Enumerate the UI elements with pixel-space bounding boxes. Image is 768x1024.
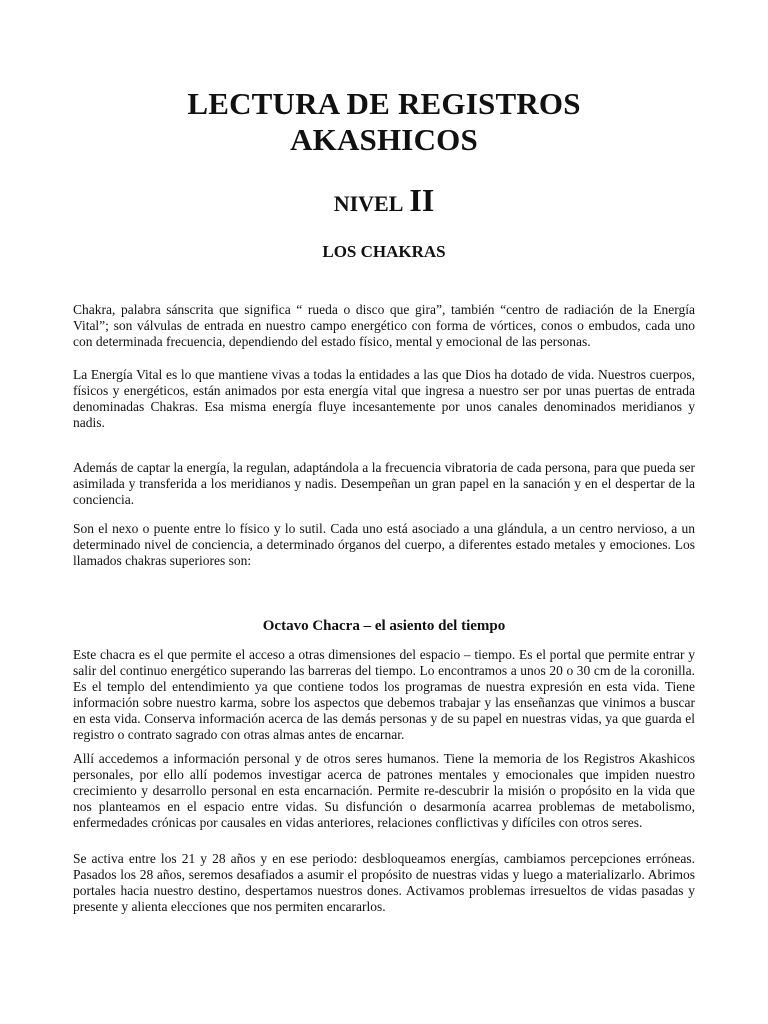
- level-heading: [0, 182, 768, 219]
- intro-paragraph-2: La Energía Vital es lo que mantiene vivas a todas la entidades a las que Dios ha dotado de vida. Nuestros cuerpos, físicos y energéticos, están animados por esta energía vital que ingresa a nuestro ser por unas puertas de entrada denominadas Chakras. Esa misma energía fluye incesantemente por unos canales denominados meridianos y nadis.: [73, 367, 695, 430]
- level-word: NIVEL: [333, 191, 404, 216]
- intro-paragraph-4: Son el nexo o puente entre lo físico y lo sutil. Cada uno está asociado a una glándula, a un centro nervioso, a un determinado nivel de conciencia, a determinado órganos del cuerpo, a diferentes estado metales y emociones. Los llamados chakras superiores son:: [73, 521, 695, 568]
- subsection-paragraph-1: Este chacra es el que permite el acceso a otras dimensiones del espacio – tiempo. Es el portal que permite entrar y salir del continuo energético superando las barreras del tiempo. Lo encontramos a unos 20 o 30 cm de la coronilla. Es el templo del entendimiento ya que contiene todos los programas de nuestra expresión en esta vida. Tiene información sobre nuestro karma, sobre los aspectos que debemos trabajar y las enseñanzas que vinimos a buscar en esta vida. Conserva información acerca de las demás personas y de su papel en nuestras vidas, ya que guarda el registro o contrato sagrado con otras almas antes de encarnar.: [73, 647, 695, 742]
- section-title: LOS CHAKRAS: [322, 242, 446, 261]
- subsection-title: Octavo Chacra – el asiento del tiempo: [262, 618, 506, 634]
- intro-paragraph-1: Chakra, palabra sánscrita que significa “ rueda o disco que gira”, también “centro de radiación de la Energía Vital”; son válvulas de entrada en nuestro campo energético con forma de vórtices, conos o embudos, cada uno con determinada frecuencia, dependiendo del estado físico, mental y emocional de las personas.: [73, 302, 695, 349]
- intro-paragraph-3: Además de captar la energía, la regulan, adaptándola a la frecuencia vibratoria de cada persona, para que pueda ser asimilada y transferida a los meridianos y nadis. Desempeñan un gran papel en la sanación y en el despertar de la conciencia.: [73, 460, 695, 507]
- document-title-line-1: LECTURA DE REGISTROS: [187, 86, 581, 121]
- subsection-paragraph-2: Allí accedemos a información personal y de otros seres humanos. Tiene la memoria de los Registros Akashicos personales, por ello allí podemos investigar acerca de patrones mentales y emocionales que impiden nuestro crecimiento y desarrollo personal en esta encarnación. Permite re-descubrir la misión o propósito en la vida que nos planteamos en el espacio entre vidas. Su disfunción o desarmonía acarrea problemas de metabolismo, enfermedades crónicas por causales en vidas anteriores, relaciones conflictivas y difíciles con otros seres.: [73, 751, 695, 830]
- level-number: II: [409, 182, 435, 218]
- subsection-paragraph-3: Se activa entre los 21 y 28 años y en ese periodo: desbloqueamos energías, cambiamos percepciones erróneas. Pasados los 28 años, seremos desafiados a asumir el propósito de nuestras vidas y luego a materializarlo. Abrimos portales hacia nuestro destino, despertamos nuestros dones. Activamos problemas irresueltos de vidas pasadas y presente y alienta elecciones que nos permiten encararlos.: [73, 851, 695, 914]
- document-title-line-2: AKASHICOS: [290, 122, 478, 157]
